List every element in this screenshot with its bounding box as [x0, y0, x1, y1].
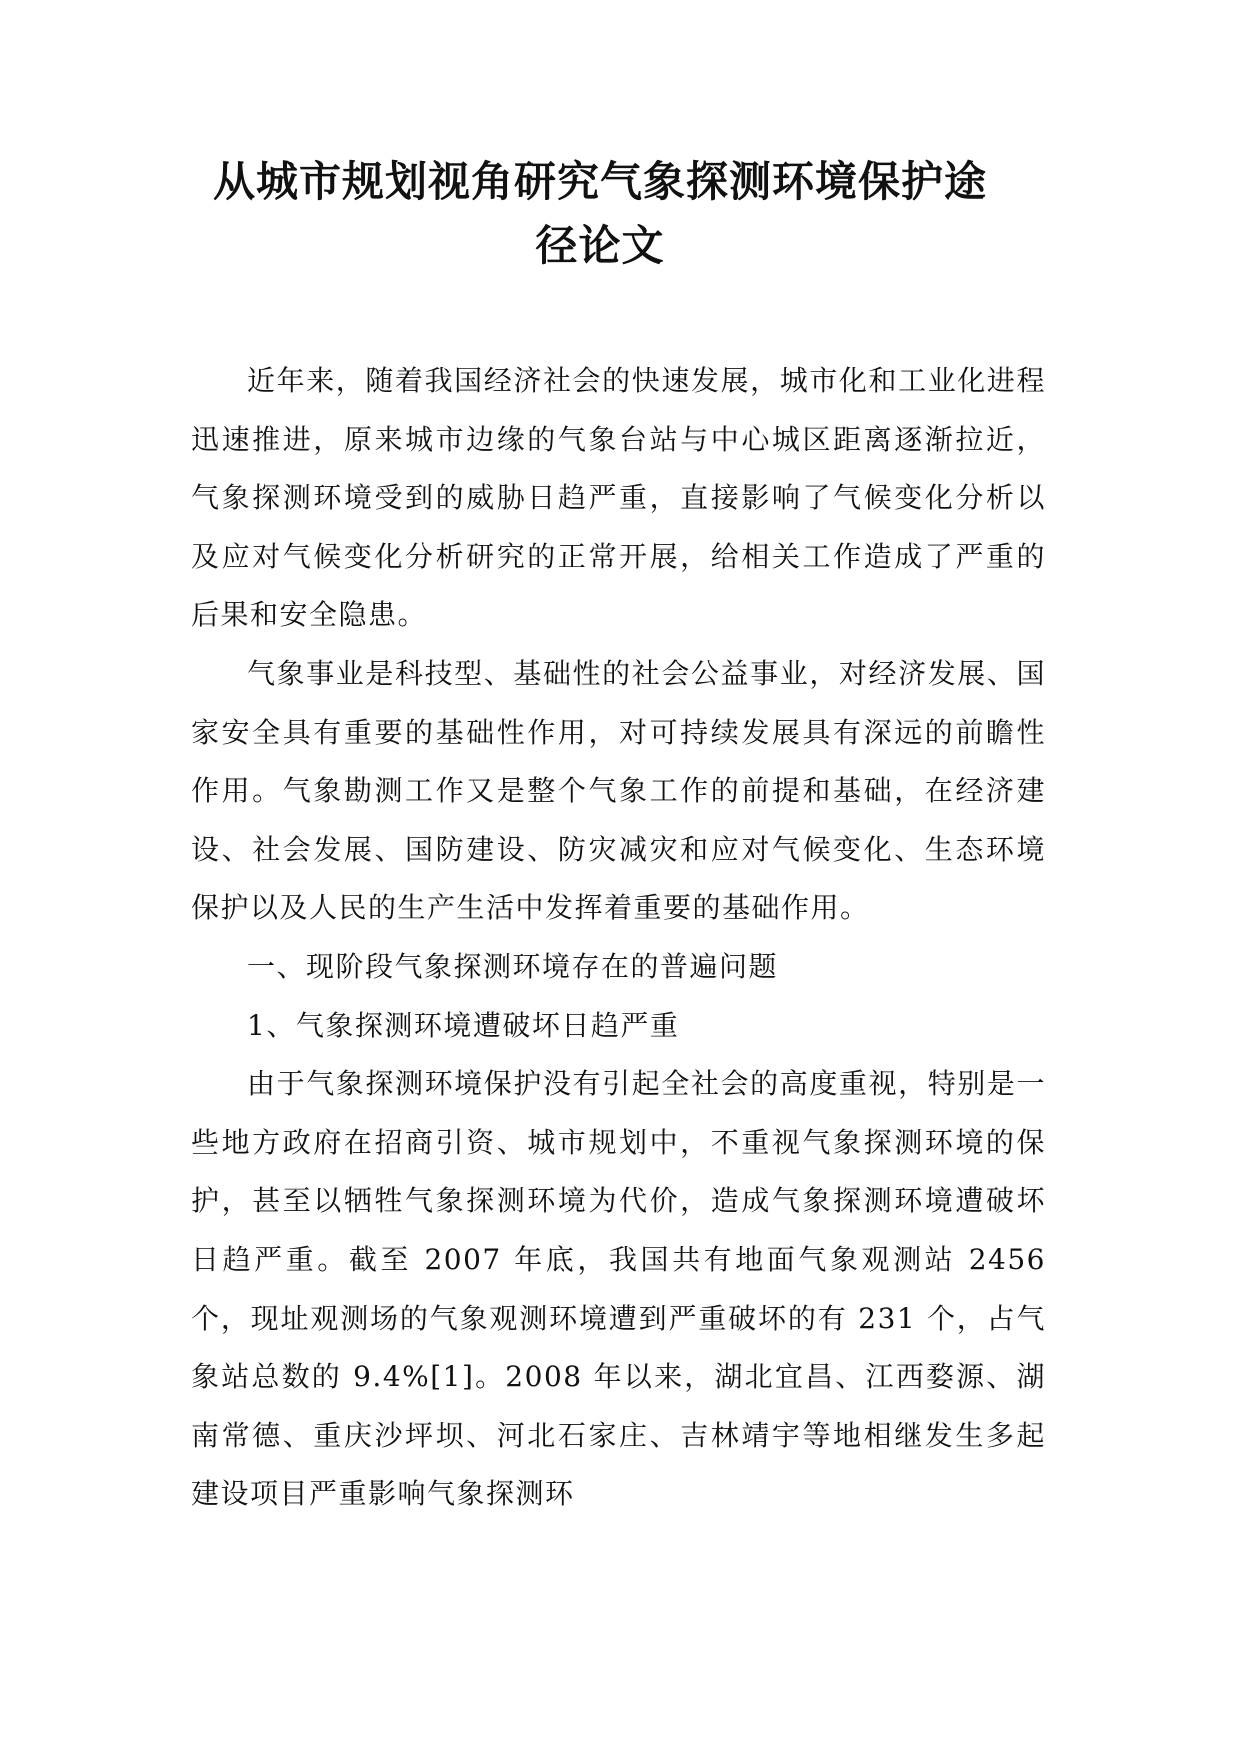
document-body [191, 352, 1046, 1524]
title-line-2: 径论文 [535, 221, 665, 270]
subsection-heading: 1、气象探测环境遭破坏日趋严重 [247, 1008, 680, 1042]
paragraph-importance: 气象事业是科技型、基础性的社会公益事业，对经济发展、国家安全具有重要的基础性作用，对可持续发展具有深远的前瞻性作用。气象勘测工作又是整个气象工作的前提和基础，在经济建设、社会发展、国防建设、防灾减灾和应对气候变化、生态环境保护以及人民的生产生活中发挥着重要的基础作用。 [191, 656, 1046, 925]
title-line-1: 从城市规划视角研究气象探测环境保护途 [212, 157, 987, 206]
paragraph-problem: 由于气象探测环境保护没有引起全社会的高度重视，特别是一些地方政府在招商引资、城市规划中，不重视气象探测环境的保护，甚至以牺牲气象探测环境为代价，造成气象探测环境遭破坏日趋严重。截至 2007 年底，我国共有地面气象观测站 2456 个，现址观测场的气象观测环境遭到严重破坏的有 231 个，占气象站总数的 9.4%[1]。2008 年以来，湖北宜昌、江西婺源、湖南常德、重庆沙坪坝、河北石家庄、吉林靖宇等地相继发生多起建设项目严重影响气象探测环 [191, 1067, 1046, 1511]
section-heading: 一、现阶段气象探测环境存在的普遍问题 [247, 949, 779, 983]
document-title [150, 150, 1050, 278]
paragraph-intro: 近年来，随着我国经济社会的快速发展，城市化和工业化进程迅速推进，原来城市边缘的气象台站与中心城区距离逐渐拉近，气象探测环境受到的威胁日趋严重，直接影响了气候变化分析以及应对气候变化分析研究的正常开展，给相关工作造成了严重的后果和安全隐患。 [191, 364, 1046, 632]
